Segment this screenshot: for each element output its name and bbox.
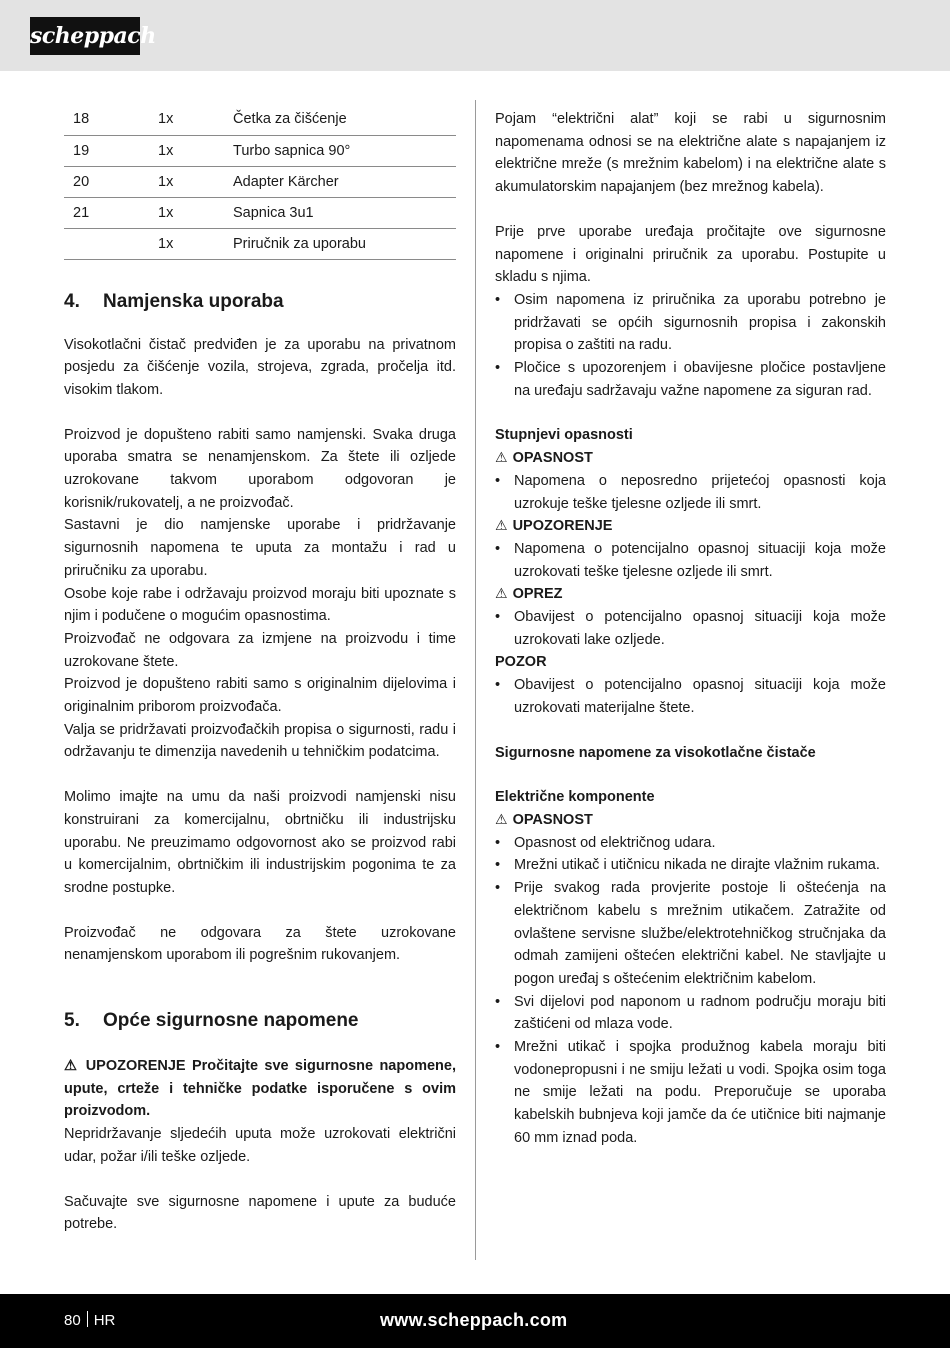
- list-item: • Napomena o neposredno prijetećoj opasnosti koja uzrokuje teške tjelesne ozljede ili smrt.: [495, 470, 886, 515]
- table-cell: Turbo sapnica 90°: [224, 135, 456, 166]
- bullet-list: [495, 832, 886, 1150]
- oprez-label: ⚠ OPREZ: [495, 583, 886, 606]
- list-item: • Mrežni utikač i spojka produžnog kabela moraju biti vodonepropusni i ne smiju ležati u vodi. Spojka osim toga ne smije ležati na podu. Preporučuje se uporaba kabelskih bubnjeva koji jamče da će utičnice biti najmanje 60 mm iznad poda.: [495, 1036, 886, 1150]
- danger-levels-heading: Stupnjevi opasnosti: [495, 427, 633, 444]
- paragraph: Valja se pridržavati proizvođačkih propisa o sigurnosti, radu i održavanju te dimenzija navedenih u tehničkim podatcima.: [64, 721, 456, 761]
- list-item: • Prije svakog rada provjerite postoje li oštećenja na električnom kabelu s mrežnim utikačem. Zatražite od ovlaštene servisne službe/elektrotehničkog stručnjaka da odmah zamijeni oštećen električni kabel. Ne stavljajte u pogon uređaj s oštećenim električnim kabelom.: [495, 877, 886, 991]
- left-column: [64, 104, 456, 1236]
- paragraph: Molimo imajte na umu da naši proizvodi namjenski nisu konstruirani za komercijalnu, obrtničku ili industrijsku uporabu. Ne preuzimamo odgovornost ako se proizvod rabi u komercijalnim, obrtničkim ili industrijskim pogonima te za srodne postupke.: [64, 789, 456, 896]
- list-item: • Obavijest o potencijalno opasnoj situaciji koja može uzrokovati materijalne štete.: [495, 674, 886, 719]
- table-cell: 1x: [138, 135, 224, 166]
- list-item: • Pločice s upozorenjem i obavijesne pločice postavljene na uređaju sadržavaju važne napomene za siguran rad.: [495, 357, 886, 402]
- section-4-heading: 4. Namjenska uporaba: [64, 290, 284, 312]
- paragraph: Proizvod je dopušteno rabiti samo namjenski. Svaka druga uporaba smatra se nenamjenskom. Za štete ili ozljede uzrokovane takvom uporabom odgovoran je korisnik/rukovatelj, a ne proizvođač.: [64, 426, 456, 511]
- section-5-heading: 5. Opće sigurnosne napomene: [64, 1010, 359, 1032]
- page-number: 80 HR: [64, 1312, 116, 1329]
- parts-table: [64, 104, 456, 260]
- table-cell: Priručnik za uporabu: [224, 228, 456, 259]
- paragraph: Pojam “električni alat” koji se rabi u sigurnosnim napomenama odnosi se na električne alate s napajanjem iz električne mreže (s mrežnim kabelom) i na električne alate s akumulatorskim napajanjem (bez mrežnog kabela).: [495, 111, 886, 196]
- paragraph: Proizvod je dopušteno rabiti samo s originalnim dijelovima i originalnim priborom proizvođača.: [64, 676, 456, 716]
- table-row: [64, 104, 456, 135]
- table-row: [64, 166, 456, 197]
- table-cell: 1x: [138, 197, 224, 228]
- table-cell: Četka za čišćenje: [224, 104, 456, 135]
- warning-triangle-icon: ⚠: [64, 1058, 80, 1075]
- page-header: [0, 0, 950, 71]
- pozor-label: POZOR: [495, 654, 547, 671]
- table-cell: 19: [64, 135, 138, 166]
- table-cell: [64, 228, 138, 259]
- paragraph: Sačuvajte sve sigurnosne napomene i upute za buduće potrebe.: [64, 1193, 456, 1233]
- right-column: [495, 104, 886, 1150]
- paragraph: Prije prve uporabe uređaja pročitajte ove sigurnosne napomene i originalni priručnik za uporabu. Postupite u skladu s njima.: [495, 223, 886, 286]
- safety-heading: Sigurnosne napomene za visokotlačne čistače: [495, 744, 816, 761]
- table-cell: 20: [64, 166, 138, 197]
- warning-triangle-icon: ⚠: [495, 586, 508, 603]
- warning-triangle-icon: ⚠: [495, 450, 508, 467]
- paragraph: Proizvođač ne odgovara za štete uzrokovane nenamjenskom uporabom ili pogrešnim rukovanjem.: [64, 924, 456, 964]
- table-cell: 18: [64, 104, 138, 135]
- table-cell: 1x: [138, 166, 224, 197]
- scheppach-logo: scheppach: [30, 17, 140, 55]
- opasnost-label: ⚠ OPASNOST: [495, 447, 886, 470]
- website-link[interactable]: www.scheppach.com: [380, 1310, 568, 1330]
- page-footer: [0, 1294, 950, 1348]
- table-row: [64, 228, 456, 259]
- bullet-list: [495, 289, 886, 403]
- paragraph: Visokotlačni čistač predviđen je za uporabu na privatnom posjedu za čišćenje vozila, strojeva, zgrada, pročelja itd. visokim tlakom.: [64, 336, 456, 398]
- paragraph: Sastavni je dio namjenske uporabe i pridržavanje sigurnosnih napomena te uputa za montažu i rad u priručniku za uporabu.: [64, 517, 456, 579]
- warning-triangle-icon: ⚠: [495, 811, 508, 828]
- list-item: • Mrežni utikač i utičnicu nikada ne dirajte vlažnim rukama.: [495, 854, 886, 877]
- table-cell: Sapnica 3u1: [224, 197, 456, 228]
- warning-paragraph: ⚠ UPOZORENJE Pročitajte sve sigurnosne napomene, upute, crteže i tehničke podatke isporučene s ovim proizvodom.: [64, 1058, 456, 1120]
- paragraph: Osobe koje rabe i održavaju proizvod moraju biti upoznate s njim i podučene o mogućim opasnostima.: [64, 585, 456, 625]
- paragraph: Proizvođač ne odgovara za izmjene na proizvodu i time uzrokovane štete.: [64, 630, 456, 670]
- table-cell: Adapter Kärcher: [224, 166, 456, 197]
- electric-opasnost-label: ⚠ OPASNOST: [495, 809, 886, 832]
- paragraph: Nepridržavanje sljedećih uputa može uzrokovati električni udar, požar i/ili teške ozljede.: [64, 1126, 456, 1165]
- table-cell: 1x: [138, 228, 224, 259]
- table-cell: 21: [64, 197, 138, 228]
- list-item: • Svi dijelovi pod naponom u radnom području moraju biti zaštićeni od mlaza vode.: [495, 991, 886, 1036]
- list-item: • Opasnost od električnog udara.: [495, 832, 886, 855]
- warning-triangle-icon: ⚠: [495, 518, 508, 535]
- table-row: [64, 197, 456, 228]
- table-row: [64, 135, 456, 166]
- upozorenje-label: ⚠ UPOZORENJE: [495, 515, 886, 538]
- table-cell: 1x: [138, 104, 224, 135]
- list-item: • Napomena o potencijalno opasnoj situaciji koja može uzrokovati teške tjelesne ozljede ili smrt.: [495, 538, 886, 583]
- electric-heading: Električne komponente: [495, 789, 655, 806]
- list-item: • Obavijest o potencijalno opasnoj situaciji koja može uzrokovati lake ozljede.: [495, 606, 886, 651]
- list-item: • Osim napomena iz priručnika za uporabu potrebno je pridržavati se općih sigurnosnih propisa i zakonskih propisa o zaštiti na radu.: [495, 289, 886, 357]
- column-divider: [475, 100, 476, 1260]
